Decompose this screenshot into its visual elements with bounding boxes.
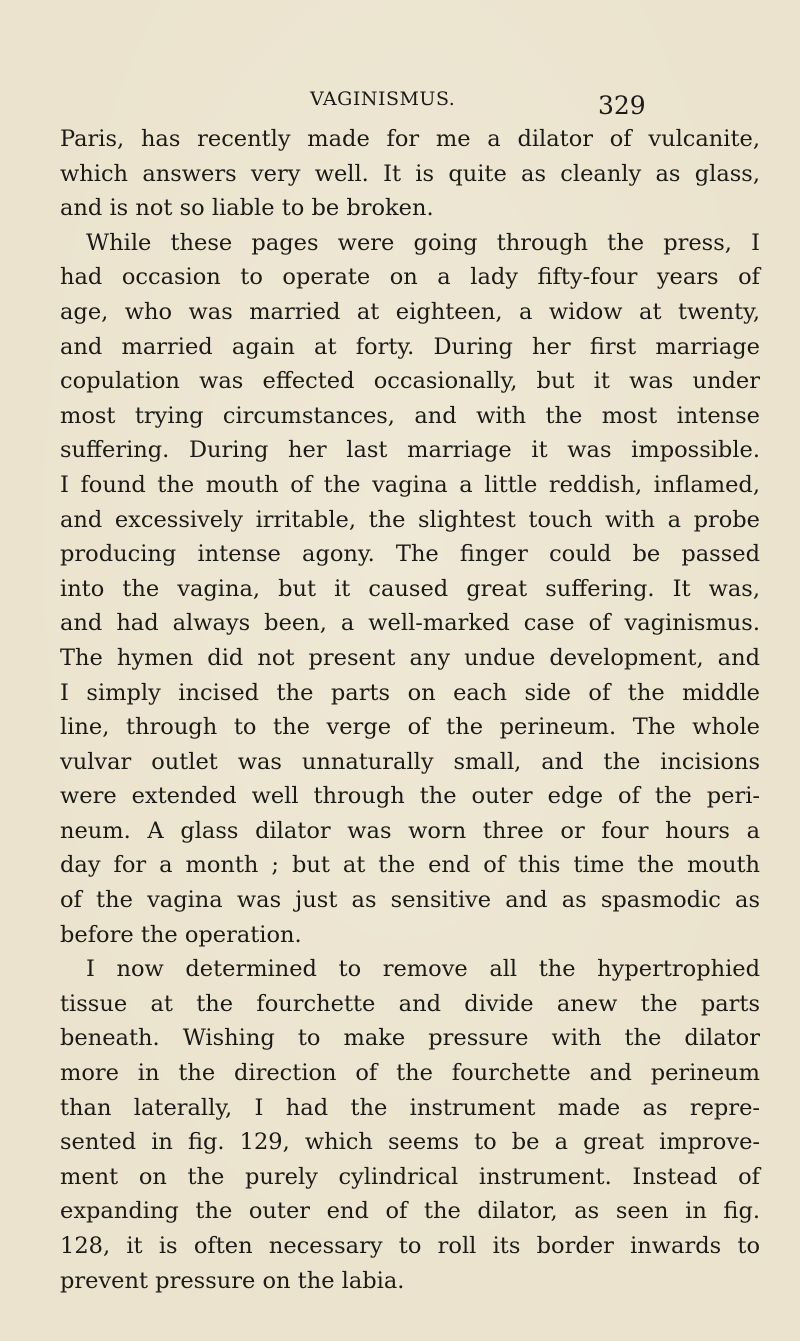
body-text xyxy=(60,122,760,1298)
text-line: I now determined to remove all the hypertrophied xyxy=(86,956,760,983)
text-line: beneath. Wishing to make pressure with the dilator xyxy=(60,1025,760,1052)
text-line: prevent pressure on the labia. xyxy=(60,1267,405,1294)
text-line: into the vagina, but it caused great suffering. It was, xyxy=(60,575,760,602)
text-line: sented in fig. 129, which seems to be a great improve- xyxy=(60,1129,760,1156)
text-line: neum. A glass dilator was worn three or four hours a xyxy=(60,817,760,844)
text-line: than laterally, I had the instrument made as repre- xyxy=(60,1094,760,1121)
text-line: Paris, has recently made for me a dilator of vulcanite, xyxy=(60,126,760,152)
running-head xyxy=(0,88,800,118)
text-line: 128, it is often necessary to roll its border inwards to xyxy=(60,1233,760,1259)
text-line: vulvar outlet was unnaturally small, and the incisions xyxy=(60,748,760,775)
text-line: had occasion to operate on a lady fifty-four years of xyxy=(60,264,760,291)
text-line: age, who was married at eighteen, a widow at twenty, xyxy=(60,298,760,325)
text-line: and married again at forty. During her first marriage xyxy=(60,333,760,360)
text-line: most trying circumstances, and with the most intense xyxy=(60,402,760,429)
text-line: and is not so liable to be broken. xyxy=(60,195,434,222)
text-line: The hymen did not present any undue development, and xyxy=(60,644,760,671)
text-line: and had always been, a well-marked case of vaginismus. xyxy=(60,610,760,637)
text-line: of the vagina was just as sensitive and as spasmodic as xyxy=(60,887,760,914)
text-line: before the operation. xyxy=(60,921,302,948)
text-line: which answers very well. It is quite as cleanly as glass, xyxy=(60,160,760,187)
text-line: and excessively irritable, the slightest touch with a probe xyxy=(60,506,760,533)
page-number: 329 xyxy=(598,91,646,120)
text-line: producing intense agony. The finger could be passed xyxy=(60,541,760,568)
text-line: ment on the purely cylindrical instrument. Instead of xyxy=(60,1163,760,1190)
text-line: tissue at the fourchette and divide anew the parts xyxy=(60,990,760,1017)
text-line: copulation was effected occasionally, but it was under xyxy=(60,368,760,395)
text-line: While these pages were going through the press, I xyxy=(86,229,760,256)
text-line: more in the direction of the fourchette and perineum xyxy=(60,1060,760,1087)
running-title: VAGINISMUS. xyxy=(310,88,456,110)
text-line: expanding the outer end of the dilator, as seen in fig. xyxy=(60,1198,760,1225)
text-line: day for a month ; but at the end of this time the mouth xyxy=(60,852,760,879)
text-line: I found the mouth of the vagina a little reddish, inflamed, xyxy=(60,471,760,498)
text-line: suffering. During her last marriage it was impossible. xyxy=(60,437,760,464)
text-line: I simply incised the parts on each side of the middle xyxy=(60,679,760,706)
text-line: were extended well through the outer edge of the peri- xyxy=(60,783,760,810)
text-line: line, through to the verge of the perineum. The whole xyxy=(60,714,760,741)
